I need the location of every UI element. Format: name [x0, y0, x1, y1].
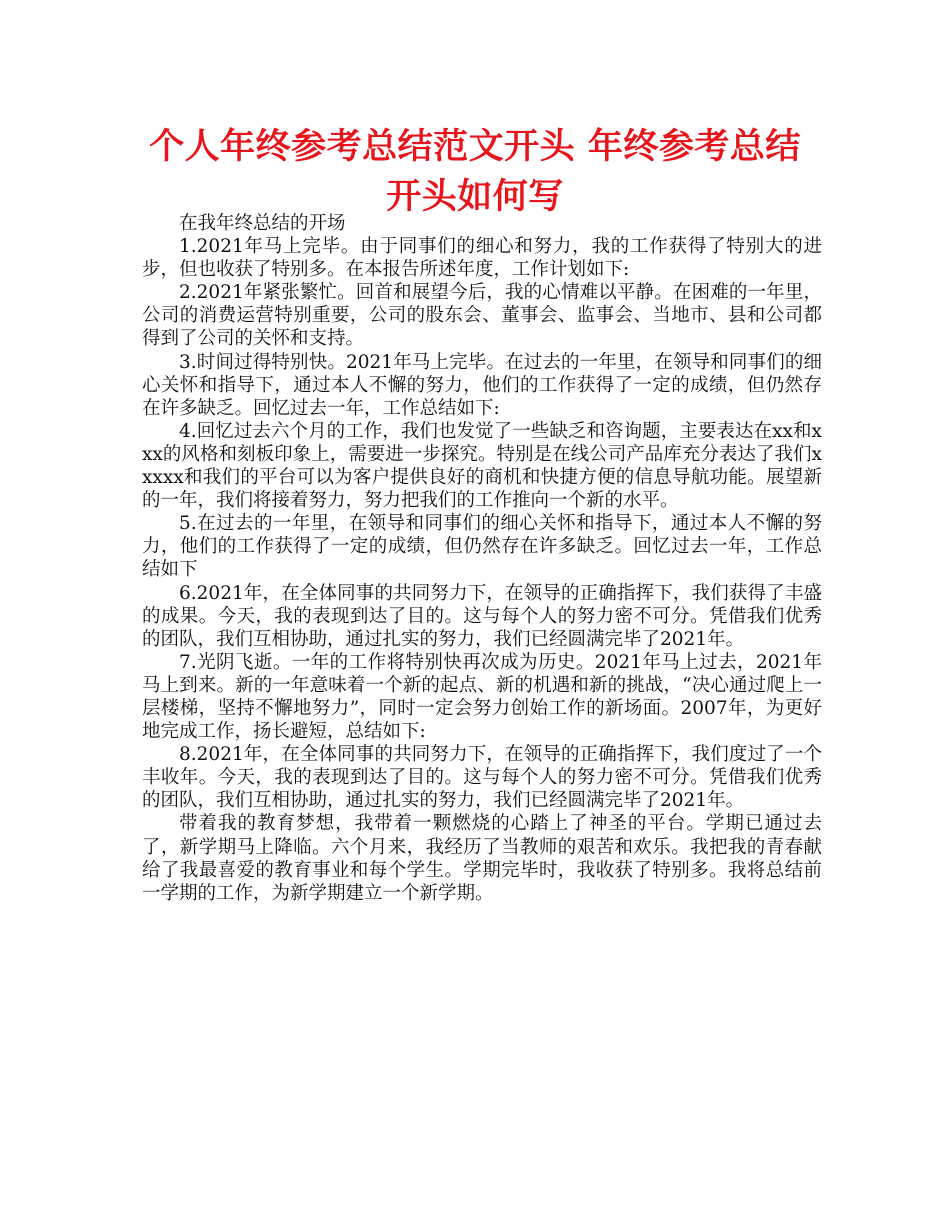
paragraph-5: 5.在过去的一年里，在领导和同事们的细心关怀和指导下，通过本人不懈的努力，他们的工作获得了一定的成绩，但仍然存在许多缺乏。回忆过去一年，工作总结如下: [142, 513, 822, 581]
paragraph-1: 1.2021年马上完毕。由于同事们的细心和努力，我的工作获得了特别大的进步，但也收获了特别多。在本报告所述年度，工作计划如下:: [142, 236, 822, 281]
paragraph-6: 6.2021年，在全体同事的共同努力下，在领导的正确指挥下，我们获得了丰盛的成果。今天，我的表现到达了目的。这与每个人的努力密不可分。凭借我们优秀的团队，我们互相协助，通过扎实的努力，我们已经圆满完毕了2021年。: [142, 582, 822, 650]
paragraph-closing: 带着我的教育梦想，我带着一颗燃烧的心踏上了神圣的平台。学期已通过去了，新学期马上降临。六个月来，我经历了当教师的艰苦和欢乐。我把我的青春献给了我最喜爱的教育事业和每个学生。学期完毕时，我收获了特别多。我将总结前一学期的工作，为新学期建立一个新学期。: [142, 813, 822, 904]
paragraph-7: 7.光阴飞逝。一年的工作将特别快再次成为历史。2021年马上过去，2021年马上到来。新的一年意味着一个新的起点、新的机遇和新的挑战，“决心通过爬上一层楼梯，坚持不懈地努力”，同时一定会努力创始工作的新场面。2007年，为更好地完成工作，扬长避短，总结如下:: [142, 651, 822, 743]
paragraph-3: 3.时间过得特别快。2021年马上完毕。在过去的一年里，在领导和同事们的细心关怀和指导下，通过本人不懈的努力，他们的工作获得了一定的成绩，但仍然存在许多缺乏。回忆过去一年，工作总结如下:: [142, 351, 822, 419]
document-body: [142, 212, 822, 905]
document-title: 个人年终参考总结范文开头 年终参考总结开头如何写: [149, 127, 801, 217]
paragraph-intro: 在我年终总结的开场: [179, 213, 346, 234]
paragraph-4: 4.回忆过去六个月的工作，我们也发觉了一些缺乏和咨询题，主要表达在xx和xxx的风格和刻板印象上，需要进一步探究。特别是在线公司产品库充分表达了我们xxxxx和我们的平台可以为客户提供良好的商机和快捷方便的信息导航功能。展望新的一年，我们将接着努力，努力把我们的工作推向一个新的水平。: [142, 420, 822, 512]
paragraph-2: 2.2021年紧张繁忙。回首和展望今后，我的心情难以平静。在困难的一年里，公司的消费运营特别重要，公司的股东会、董事会、监事会、当地市、县和公司都得到了公司的关怀和支持。: [142, 282, 822, 350]
paragraph-8: 8.2021年，在全体同事的共同努力下，在领导的正确指挥下，我们度过了一个丰收年。今天，我的表现到达了目的。这与每个人的努力密不可分。凭借我们优秀的团队，我们互相协助，通过扎实的努力，我们已经圆满完毕了2021年。: [142, 744, 822, 812]
